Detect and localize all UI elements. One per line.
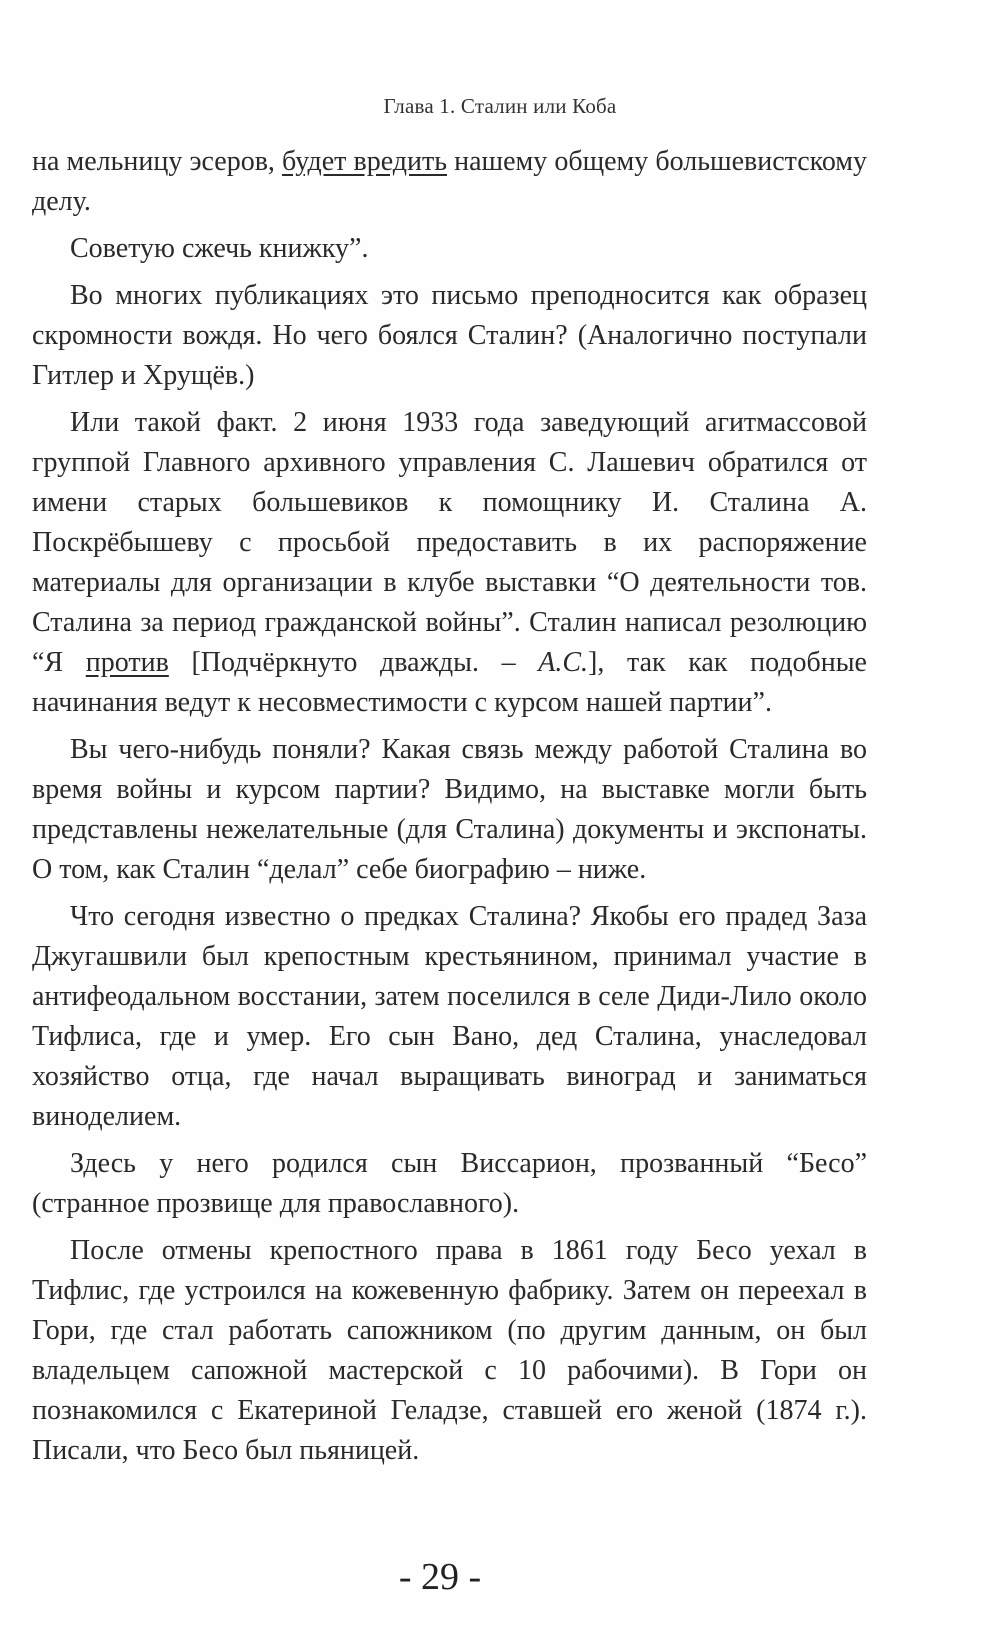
paragraph: После отмены крепостного права в 1861 году Бесо уехал в Тифлис, где устроился на кожевенную фабрику. Затем он переехал в Гори, где стал работать сапожником (по другим данным, он был владельцем сапожной мастерской с 10 рабочими). В Гори он познакомился с Екатериной Геладзе, ставшей его женой (1874 г.). Писали, что Бесо был пьяницей. <box>32 1235 867 1466</box>
paragraph: Здесь у него родился сын Виссарион, прозванный “Бесо” (странное прозвище для православного). <box>32 1148 867 1219</box>
paragraph-text: нашему общему большевистскому делу. <box>32 146 867 217</box>
running-title: Глава 1. Сталин или Коба <box>383 94 617 118</box>
page-number: - 29 - <box>398 1556 482 1598</box>
paragraph: Во многих публикациях это письмо преподносится как образец скромности вождя. Но чего боялся Сталин? (Аналогично поступали Гитлер и Хрущёв.) <box>32 280 867 391</box>
paragraph-continued <box>32 142 867 222</box>
paragraph-text: [Подчёркнуто дважды. – <box>168 647 539 678</box>
paragraph: Что сегодня известно о предках Сталина? Якобы его прадед Заза Джугашвили был крепостным крестьянином, принимал участие в антифеодальном восстании, затем поселился в селе Диди-Лило около Тифлиса, где и умер. Его сын Вано, дед Сталина, унаследовал хозяйство отца, где начал выращивать виноград и заниматься виноделием. <box>32 901 867 1132</box>
paragraph-text: Или такой факт. 2 июня 1933 года заведующий агитмассовой группой Главного архивного управления С. Лашевич обратился от имени старых большевиков к помощнику И. Сталина А. Поскрёбышеву с просьбой предоставить в их распоряжение материалы для организации в клубе выставки “О деятельности тов. Сталина за период гражданской войны”. Сталин написал резолюцию “Я <box>32 407 867 678</box>
author-initials: А.С. <box>538 647 589 678</box>
underlined-phrase: будет вредить <box>282 146 447 177</box>
paragraph: Вы чего-нибудь поняли? Какая связь между работой Сталина во время войны и курсом партии? Видимо, на выставке могли быть представлены нежелательные (для Сталина) документы и экспонаты. О том, как Сталин “делал” себе биографию – ниже. <box>32 734 867 885</box>
paragraph-text: на мельницу эсеров, <box>32 146 283 177</box>
underlined-word: против <box>85 647 169 678</box>
body-text <box>32 142 867 1478</box>
paragraph <box>32 403 867 723</box>
paragraph-text: ], так как подобные начинания ведут к несовместимости с курсом нашей партии”. <box>32 647 867 718</box>
paragraph: Советую сжечь книжку”. <box>70 233 369 264</box>
